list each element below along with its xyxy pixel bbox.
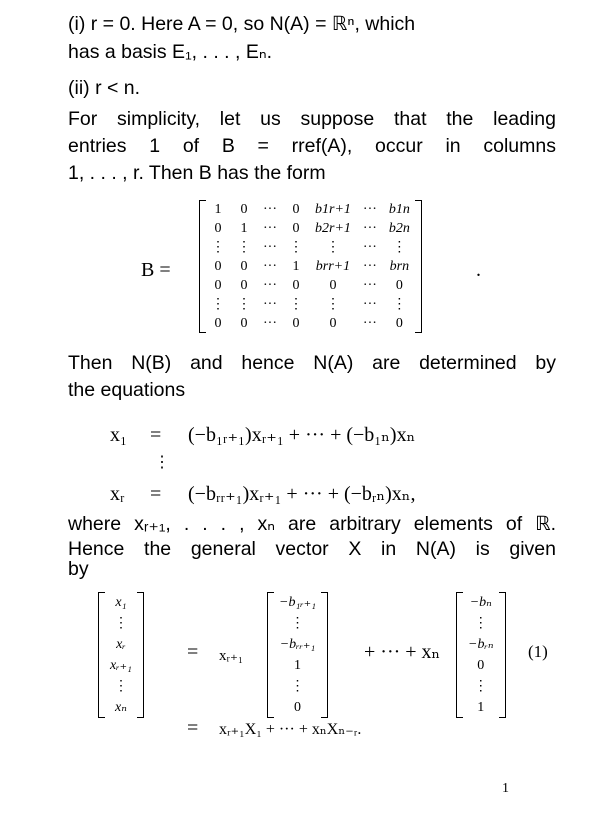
eq2-rel: = [150, 483, 162, 505]
eq2-lhs: xᵣ [110, 483, 125, 505]
matrix-b-cell: ⋮ [289, 240, 303, 255]
matrix-b-cell: ··· [263, 278, 277, 293]
matrix-b-table [205, 200, 416, 333]
matrix-b-cell: ··· [362, 221, 377, 236]
para3-line-3: by [68, 558, 89, 580]
vector-1-entry: −bᵣᵣ₊₁ [279, 637, 316, 652]
matrix-b-cell: ··· [362, 240, 377, 255]
vector-1-entry: ⋮ [290, 679, 305, 694]
matrix-b-cell: b1n [388, 202, 410, 217]
matrix-b-period: . [476, 259, 481, 281]
eq1-lhs: x₁ [110, 424, 127, 446]
matrix-b-cell: ⋮ [392, 240, 407, 255]
matrix-b-cell: b2n [388, 221, 410, 236]
matrix-b-cell: b1r+1 [315, 202, 351, 217]
vector-lhs-entry: xᵣ [116, 637, 126, 652]
matrix-b-cell: ⋮ [237, 297, 251, 312]
page-number: 1 [502, 781, 509, 796]
eq-vdots: ⋮ [154, 454, 170, 471]
matrix-b-cell: 0 [240, 316, 248, 331]
vector-lhs-entry: xₙ [115, 700, 127, 715]
matrix-b-cell: ··· [362, 259, 377, 274]
matrix-b-cell: 0 [214, 221, 222, 236]
para2-line-1: Then N(B) and hence N(A) are determined by [68, 352, 556, 374]
matrix-b-cell: ··· [263, 240, 277, 255]
matrix-b-cell: 0 [292, 221, 300, 236]
matrix-b-cell: ··· [362, 278, 377, 293]
matrix-b-cell: ··· [362, 202, 377, 217]
matrix-b-cell: 0 [214, 316, 222, 331]
eq2-rhs: (−bᵣᵣ₊₁)xᵣ₊₁ + ··· + (−bᵣₙ)xₙ, [188, 483, 416, 505]
vector-line2: xᵣ₊₁X₁ + ··· + xₙXₙ₋ᵣ. [219, 721, 362, 738]
case-i-line-1: (i) r = 0. Here A = 0, so N(A) = ℝⁿ, which [68, 13, 416, 35]
matrix-b-cell: ··· [362, 316, 377, 331]
matrix-b-cell: ⋮ [325, 297, 340, 312]
matrix-b-cell: ⋮ [289, 297, 303, 312]
para3-line-2: Hence the general vector X in N(A) is given [68, 538, 556, 560]
matrix-b-cell: ⋮ [392, 297, 407, 312]
matrix-b-cell: 1 [240, 221, 248, 236]
matrix-b-cell: ··· [263, 259, 277, 274]
para3-line-1: where xᵣ₊₁, . . . , xₙ are arbitrary elements of ℝ. [68, 513, 556, 535]
vector-2-entry: ⋮ [473, 616, 488, 631]
vector-1 [273, 592, 322, 718]
matrix-b-cell: ⋮ [325, 240, 340, 255]
matrix-b-row [205, 314, 416, 333]
para2-line-2: the equations [68, 379, 186, 401]
matrix-b-row [205, 257, 416, 276]
matrix-b-cell: 0 [329, 316, 337, 331]
eq1-rhs: (−b₁ᵣ₊₁)xᵣ₊₁ + ··· + (−b₁ₙ)xₙ [188, 424, 416, 446]
vector-1-entry: 0 [294, 700, 302, 715]
matrix-b [205, 200, 416, 333]
vector-1-entry: ⋮ [290, 616, 305, 631]
vector-plus-dots: + ··· + xₙ [364, 641, 441, 663]
matrix-b-cell: ··· [362, 297, 377, 312]
matrix-b-cell: ⋮ [211, 297, 225, 312]
matrix-b-cell: brn [389, 259, 410, 274]
matrix-b-cell: 0 [240, 278, 248, 293]
para1-line-3: 1, . . . , r. Then B has the form [68, 162, 326, 184]
vector-1-table [273, 592, 322, 718]
matrix-b-cell: ··· [263, 221, 277, 236]
case-ii-heading: (ii) r < n. [68, 77, 141, 99]
matrix-b-row [205, 200, 416, 219]
matrix-b-cell: 0 [240, 202, 248, 217]
matrix-b-cell: 0 [292, 278, 300, 293]
matrix-b-cell: 0 [214, 278, 222, 293]
matrix-b-row [205, 276, 416, 295]
matrix-b-cell: 1 [214, 202, 222, 217]
matrix-b-cell: 0 [395, 278, 403, 293]
vector-line2-eq: = [187, 717, 199, 739]
matrix-b-row [205, 295, 416, 314]
matrix-b-cell: 0 [240, 259, 248, 274]
matrix-b-cell: 0 [214, 259, 222, 274]
equation-tag: (1) [528, 642, 548, 661]
vector-lhs [104, 592, 138, 718]
vector-2-table [462, 592, 500, 718]
matrix-b-cell: ··· [263, 316, 277, 331]
vector-lhs-entry: x₁ [115, 595, 127, 610]
para1-line-1: For simplicity, let us suppose that the leading [68, 108, 556, 130]
vector-1-entry: −b₁ᵣ₊₁ [279, 595, 317, 610]
vector-1-entry: 1 [294, 658, 302, 673]
para1-line-2: entries 1 of B = rref(A), occur in columns [68, 135, 556, 157]
vector-coef-1: xᵣ₊₁ [219, 648, 244, 664]
vector-2-entry: −bₙ [469, 595, 492, 610]
eq1-rel: = [150, 424, 162, 446]
vector-2-entry: 1 [477, 700, 485, 715]
matrix-b-label: B = [141, 259, 171, 281]
vector-2 [462, 592, 500, 718]
matrix-b-row [205, 219, 416, 238]
vector-lhs-entry: ⋮ [113, 616, 128, 631]
matrix-b-cell: brr+1 [315, 259, 351, 274]
case-i-line-2: has a basis E₁, . . . , Eₙ. [68, 41, 273, 63]
matrix-b-cell: 0 [395, 316, 403, 331]
matrix-b-row [205, 238, 416, 257]
vector-2-entry: 0 [477, 658, 485, 673]
vector-lhs-entry: xᵣ₊₁ [110, 658, 132, 673]
matrix-b-cell: 1 [292, 259, 300, 274]
vector-2-entry: ⋮ [473, 679, 488, 694]
vector-2-entry: −bᵣₙ [468, 637, 494, 652]
vector-lhs-entry: ⋮ [113, 679, 128, 694]
matrix-b-cell: 0 [292, 316, 300, 331]
vector-eq-sign: = [187, 641, 199, 663]
matrix-b-left-bracket [199, 200, 206, 333]
matrix-b-cell: ··· [263, 202, 277, 217]
matrix-b-cell: ⋮ [237, 240, 251, 255]
matrix-b-cell: b2r+1 [315, 221, 351, 236]
matrix-b-cell: 0 [329, 278, 337, 293]
matrix-b-cell: ··· [263, 297, 277, 312]
matrix-b-cell: 0 [292, 202, 300, 217]
matrix-b-cell: ⋮ [211, 240, 225, 255]
vector-lhs-table [104, 592, 138, 718]
matrix-b-right-bracket [415, 200, 422, 333]
